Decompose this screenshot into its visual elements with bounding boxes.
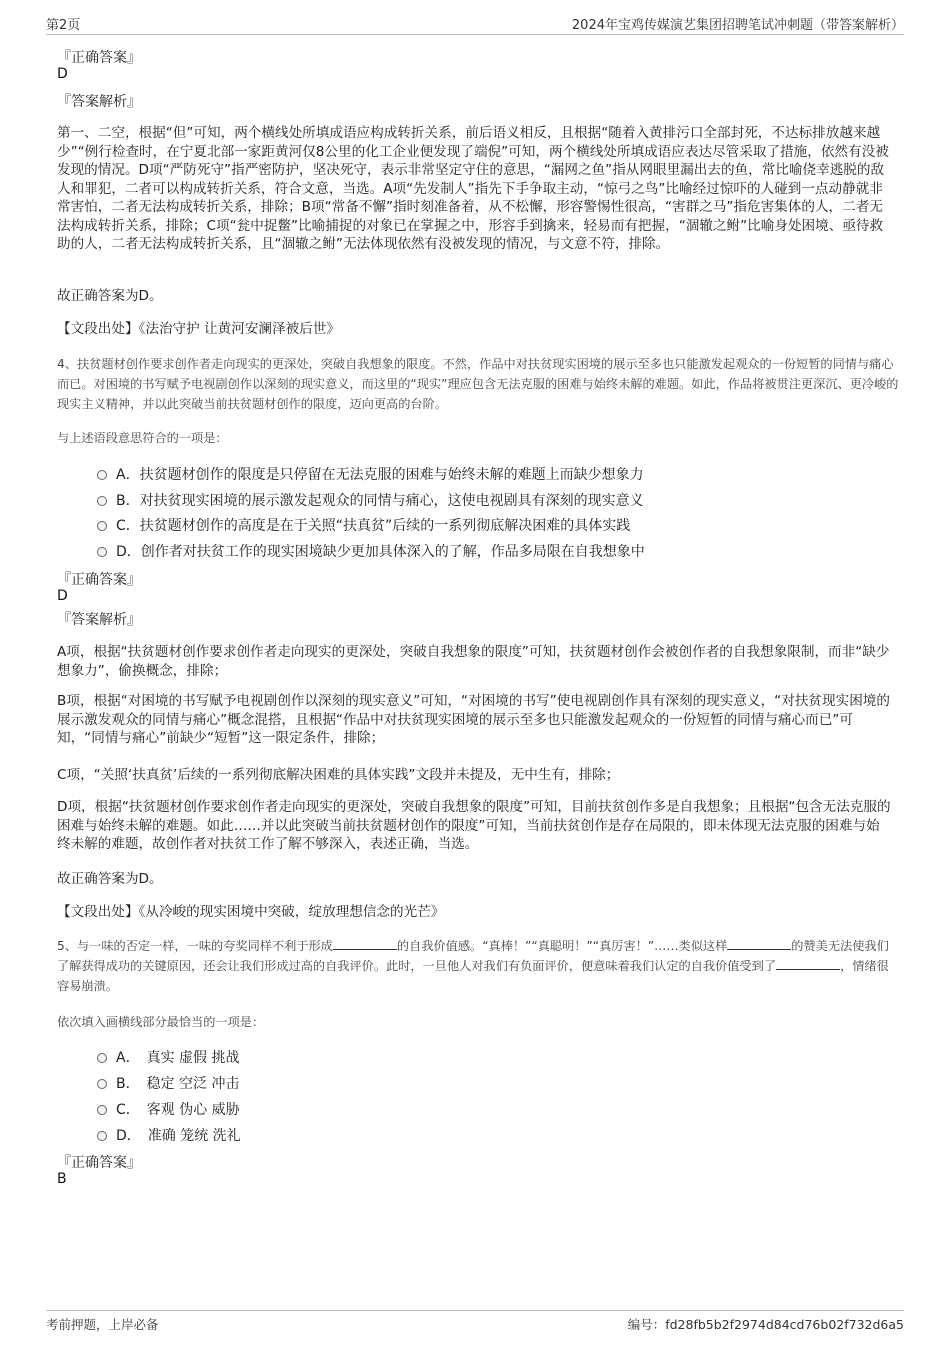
radio-icon[interactable]: [97, 470, 107, 480]
analysis-label: 『答案解析』: [57, 612, 141, 628]
conclusion-text: 故正确答案为D。: [57, 288, 163, 304]
document-id: 编号：fd28fb5b2f2974d84cd76b02f732d6a5: [627, 1317, 904, 1332]
option-label: A．扶贫题材创作的限度是只停留在无法克服的困难与始终未解的难题上而缺少想象力: [116, 467, 644, 483]
analysis-option-c: C项，“关照‘扶真贫’后续的一系列彻底解决困难的具体实践”文段并未提及，无中生有，排除；: [57, 767, 620, 783]
document-title: 2024年宝鸡传媒演艺集团招聘笔试冲刺题（带答案解析）: [571, 18, 904, 33]
option-label: B． 稳定 空泛 冲击: [116, 1076, 240, 1092]
question-4-prompt: 与上述语段意思符合的一项是：: [57, 431, 228, 445]
radio-icon[interactable]: [97, 521, 107, 531]
question-4-stem: 4、扶贫题材创作要求创作者走向现实的更深处，突破自我想象的限度。不然，作品中对扶贫现实困境的展示至多也只能激发起观众的一份短暂的同情与痛心而已。对困境的书写赋予电视剧创作以深刻的现实意义，而这里的“现实”理应包含无法克服的困难与始终未解的难题。如此，作品将被贯注更深沉、更冷峻的现实主义精神，并以此突破当前扶贫题材创作的限度，迈向更高的台阶。: [57, 357, 899, 411]
stem-part: 的赞美无法使我们了解获得成功的关键原因，还会让我们形成过高的自我评价。此时，一旦他人对我们有负面评价，便意味着我们认定的自我价值受到了: [57, 939, 889, 973]
question-4-option-c[interactable]: [97, 515, 630, 535]
page-footer: [46, 1310, 904, 1335]
radio-icon[interactable]: [97, 1105, 107, 1115]
question-4-option-d[interactable]: [97, 541, 645, 561]
question-5-stem: [57, 936, 899, 996]
fill-blank-1: [333, 938, 397, 950]
question-5-option-a[interactable]: [97, 1047, 239, 1067]
option-label: C． 客观 伪心 威胁: [116, 1102, 240, 1118]
radio-icon[interactable]: [97, 547, 107, 557]
fill-blank-2: [727, 938, 791, 950]
analysis-label: 『答案解析』: [57, 94, 141, 110]
page-number: 第2页: [46, 18, 81, 33]
question-5-option-c[interactable]: [97, 1099, 240, 1119]
analysis-option-b: B项，根据“对困境的书写赋予电视剧创作以深刻的现实意义”可知，“对困境的书写”使电视剧创作具有深刻的现实意义，“对扶贫现实困境的展示激发观众的同情与痛心”概念混搭，且根据“作品中对扶贫现实困境的展示至多也只能激发起观众的一份短暂的同情与痛心而已”可知，“同情与痛心”前缺少“短暂”这一限定条件，排除；: [57, 693, 890, 746]
radio-icon[interactable]: [97, 1131, 107, 1141]
radio-icon[interactable]: [97, 496, 107, 506]
radio-icon[interactable]: [97, 1079, 107, 1089]
option-label: C．扶贫题材创作的高度是在于关照“扶真贫”后续的一系列彻底解决困难的具体实践: [116, 518, 631, 534]
option-label: D． 准确 笼统 洗礼: [116, 1128, 241, 1144]
stem-part: 5、与一味的否定一样，一味的夸奖同样不利于形成: [57, 939, 333, 953]
source-citation: 【文段出处】《法治守护 让黄河安澜泽被后世》: [57, 321, 340, 337]
stem-part: 的自我价值感。“真棒！”“真聪明！”“真厉害！”……类似这样: [396, 939, 728, 953]
fill-blank-3: [776, 958, 840, 970]
footer-slogan: 考前押题，上岸必备: [46, 1317, 159, 1332]
answer-label: 『正确答案』: [57, 1155, 141, 1171]
question-5-option-b[interactable]: [97, 1073, 240, 1093]
answer-value: B: [57, 1171, 67, 1187]
question-4-option-a[interactable]: [97, 464, 644, 484]
analysis-option-d: D项，根据“扶贫题材创作要求创作者走向现实的更深处，突破自我想象的限度”可知，目前扶贫创作多是自我想象；且根据“包含无法克服的困难与始终未解的难题。如此……并以此突破当前扶贫题材创作的限度”可知，当前扶贫创作是存在局限的，即未体现无法克服的困难与始终未解的难题，故创作者对扶贫工作了解不够深入，表述正确，当选。: [57, 799, 891, 852]
option-label: A． 真实 虚假 挑战: [116, 1050, 240, 1066]
option-label: B．对扶贫现实困境的展示激发起观众的同情与痛心，这使电视剧具有深刻的现实意义: [116, 493, 644, 509]
answer-label: 『正确答案』: [57, 50, 141, 66]
stem-part: ，情绪很容易崩溃。: [57, 959, 889, 993]
analysis-option-a: A项，根据“扶贫题材创作要求创作者走向现实的更深处，突破自我想象的限度”可知，扶贫题材创作会被创作者的自我想象限制，而非“缺少想象力”，偷换概念，排除；: [57, 644, 890, 679]
answer-value: D: [57, 588, 68, 604]
answer-label: 『正确答案』: [57, 572, 141, 588]
page-header: [46, 12, 904, 35]
question-4-option-b[interactable]: [97, 490, 644, 510]
radio-icon[interactable]: [97, 1053, 107, 1063]
analysis-text: 第一、二空，根据“但”可知，两个横线处所填成语应构成转折关系，前后语义相反，且根据“随着入黄排污口全部封死，不达标排放越来越少”“例行检查时，在宁夏北部一家距黄河仅8公里的化工企业便发现了端倪”可知，两个横线处所填成语应表达尽管采取了措施，依然有没被发现的情况。D项“严防死守”指严密防护，坚决死守，表示非常坚定守住的意思，“漏网之鱼”指从网眼里漏出去的鱼，常比喻侥幸逃脱的敌人和罪犯，二者可以构成转折关系，符合文意，当选。A项“先发制人”指先下手争取主动，“惊弓之鸟”比喻经过惊吓的人碰到一点动静就非常害怕，二者无法构成转折关系，排除；B项“常备不懈”指时刻准备着，从不松懈，形容警惕性很高，“害群之马”指危害集体的人，二者无法构成转折关系，排除；C项“瓮中捉鳖”比喻捕捉的对象已在掌握之中，形容手到擒来，轻易而有把握，“涸辙之鲋”比喻身处困境、亟待救助的人，二者无法构成转折关系，且“涸辙之鲋”无法体现依然有没被发现的情况，与文意不符，排除。: [57, 125, 889, 252]
answer-value: D: [57, 66, 68, 82]
option-label: D．创作者对扶贫工作的现实困境缺少更加具体深入的了解，作品多局限在自我想象中: [116, 544, 645, 560]
question-5-option-d[interactable]: [97, 1125, 241, 1145]
question-5-prompt: 依次填入画横线部分最恰当的一项是：: [57, 1015, 265, 1029]
source-citation: 【文段出处】《从冷峻的现实困境中突破，绽放理想信念的光芒》: [57, 904, 445, 920]
conclusion-text: 故正确答案为D。: [57, 871, 163, 887]
